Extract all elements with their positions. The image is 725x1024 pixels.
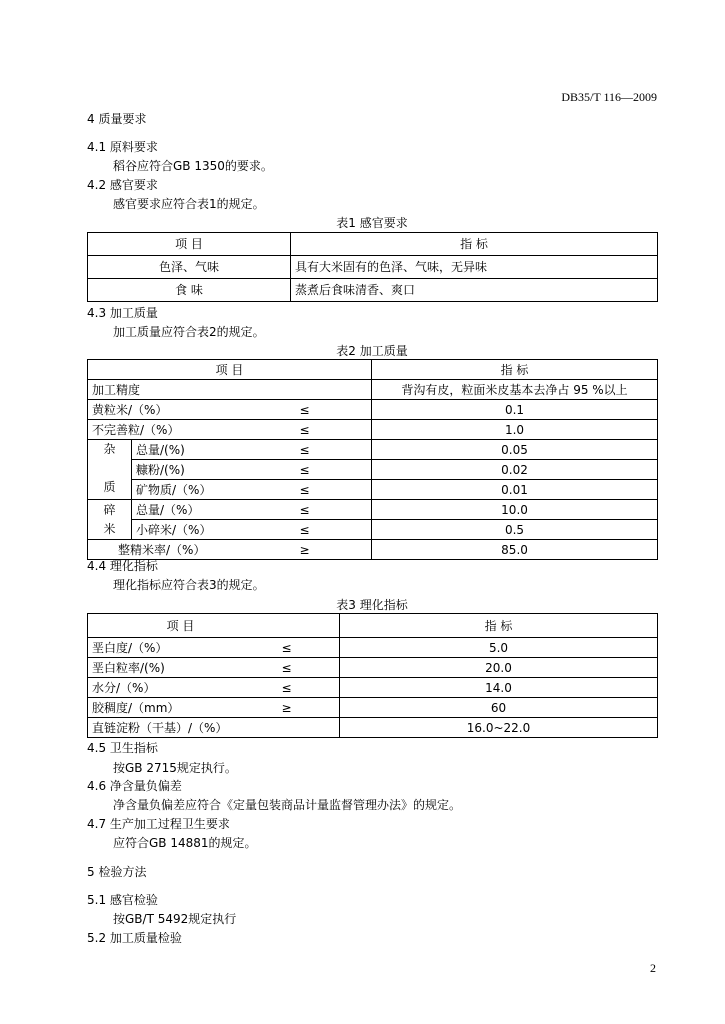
section-4-4-text: 理化指标应符合表3的规定。 xyxy=(113,578,265,592)
table-row xyxy=(88,400,658,420)
section-5-1-text: 按GB/T 5492规定执行 xyxy=(113,912,237,926)
table-row xyxy=(88,520,658,540)
table3-caption: 表3 理化指标 xyxy=(336,598,408,612)
table-cell: ≤ xyxy=(252,520,372,540)
table-cell: 总量/(%) xyxy=(132,440,252,460)
section-4-7-heading: 4.7 生产加工过程卫生要求 xyxy=(87,817,230,831)
table-cell: ≤ xyxy=(252,420,372,440)
document-code-header: DB35/T 116—2009 xyxy=(561,90,657,104)
table-cell: ≤ xyxy=(252,480,372,500)
section-5-1-heading: 5.1 感官检验 xyxy=(87,893,158,907)
broken-group-cell xyxy=(88,500,132,540)
section-4-3-text: 加工质量应符合表2的规定。 xyxy=(113,325,265,339)
table2-caption: 表2 加工质量 xyxy=(336,344,408,358)
section-4-2-text: 感官要求应符合表1的规定。 xyxy=(113,197,265,211)
table-cell: ≤ xyxy=(252,400,372,420)
table-cell: 蒸煮后食味清香、爽口 xyxy=(291,279,658,302)
table-row xyxy=(88,420,658,440)
table-cell: ≤ xyxy=(252,460,372,480)
table2-header-item: 项 目 xyxy=(88,360,372,380)
table-row xyxy=(88,500,658,520)
section-4-heading: 4 质量要求 xyxy=(87,112,147,126)
table-cell: 14.0 xyxy=(340,678,658,698)
table1-header-item: 项 目 xyxy=(88,233,291,256)
section-5-2-heading: 5.2 加工质量检验 xyxy=(87,931,182,945)
table-cell: 具有大米固有的色泽、气味，无异味 xyxy=(291,256,658,279)
table-cell: 20.0 xyxy=(340,658,658,678)
section-4-5-heading: 4.5 卫生指标 xyxy=(87,741,158,755)
table-cell: 糠粉/(%) xyxy=(132,460,252,480)
table-row xyxy=(88,256,658,279)
section-4-3-heading: 4.3 加工质量 xyxy=(87,306,158,320)
table-cell: ≤ xyxy=(278,658,340,678)
table-row xyxy=(88,698,658,718)
section-4-6-text: 净含量负偏差应符合《定量包装商品计量监督管理办法》的规定。 xyxy=(113,798,462,812)
impurity-group-cell xyxy=(88,440,132,500)
section-4-2-heading: 4.2 感官要求 xyxy=(87,178,158,192)
table-cell: ≤ xyxy=(252,500,372,520)
table-cell: ≥ xyxy=(252,540,372,560)
table-row xyxy=(88,380,658,400)
table-cell: 背沟有皮，粒面米皮基本去净占 95 %以上 xyxy=(372,380,658,400)
table-cell: 1.0 xyxy=(372,420,658,440)
broken-group-char1: 碎 xyxy=(103,502,116,517)
table-row xyxy=(88,540,658,560)
table-cell: 0.02 xyxy=(372,460,658,480)
table-cell: 水分/（%） xyxy=(88,678,278,698)
section-4-7-text: 应符合GB 14881的规定。 xyxy=(113,836,257,850)
table-cell: 0.5 xyxy=(372,520,658,540)
table2-header-index: 指 标 xyxy=(372,360,658,380)
table-row xyxy=(88,480,658,500)
broken-group-char2: 米 xyxy=(103,521,116,536)
table-row xyxy=(88,440,658,460)
table-cell: 60 xyxy=(340,698,658,718)
table-row xyxy=(88,460,658,480)
table1-sensory xyxy=(87,232,658,302)
table-cell: 16.0~22.0 xyxy=(340,718,658,738)
table2-processing-quality xyxy=(87,359,658,560)
section-4-1-heading: 4.1 原料要求 xyxy=(87,140,158,154)
table-cell: 不完善粒/（%） xyxy=(88,420,252,440)
table-cell: 直链淀粉（干基）/（%） xyxy=(88,718,278,738)
table-row xyxy=(88,678,658,698)
section-4-6-heading: 4.6 净含量负偏差 xyxy=(87,779,182,793)
table-row xyxy=(88,718,658,738)
table1-header-index: 指 标 xyxy=(291,233,658,256)
table-cell: 5.0 xyxy=(340,638,658,658)
table-cell: 胶稠度/（mm） xyxy=(88,698,278,718)
page-number: 2 xyxy=(650,961,656,975)
table-row xyxy=(88,658,658,678)
section-5-heading: 5 检验方法 xyxy=(87,865,147,879)
table-cell: 85.0 xyxy=(372,540,658,560)
table-cell: 垩白度/（%） xyxy=(88,638,278,658)
table-cell: 0.1 xyxy=(372,400,658,420)
table-cell: 小碎米/（%） xyxy=(132,520,252,540)
table-cell: ≤ xyxy=(278,678,340,698)
table-cell: 食 味 xyxy=(88,279,291,302)
table-cell: 0.01 xyxy=(372,480,658,500)
table-cell: 整精米率/（%） xyxy=(88,540,252,560)
table-cell: 加工精度 xyxy=(88,380,372,400)
table3-header-index: 指 标 xyxy=(340,614,658,638)
table3-physicochemical xyxy=(87,613,658,738)
table-row xyxy=(88,638,658,658)
table-cell xyxy=(278,718,340,738)
section-4-5-text: 按GB 2715规定执行。 xyxy=(113,761,237,775)
table-cell: 矿物质/（%） xyxy=(132,480,252,500)
table1-caption: 表1 感官要求 xyxy=(336,216,408,230)
table-cell: ≤ xyxy=(278,638,340,658)
table-cell: 色泽、气味 xyxy=(88,256,291,279)
section-4-1-text: 稻谷应符合GB 1350的要求。 xyxy=(113,159,273,173)
table-cell: ≥ xyxy=(278,698,340,718)
table-cell: 0.05 xyxy=(372,440,658,460)
table-cell: ≤ xyxy=(252,440,372,460)
table-row xyxy=(88,279,658,302)
impurity-group-char2: 质 xyxy=(103,480,116,494)
table-cell: 总量/（%） xyxy=(132,500,252,520)
table3-header-item: 项 目 xyxy=(88,614,340,638)
impurity-group-char1: 杂 xyxy=(103,442,116,456)
section-4-4-heading: 4.4 理化指标 xyxy=(87,559,158,573)
table-cell: 垩白粒率/(%) xyxy=(88,658,278,678)
table-cell: 10.0 xyxy=(372,500,658,520)
table-cell: 黄粒米/（%） xyxy=(88,400,252,420)
